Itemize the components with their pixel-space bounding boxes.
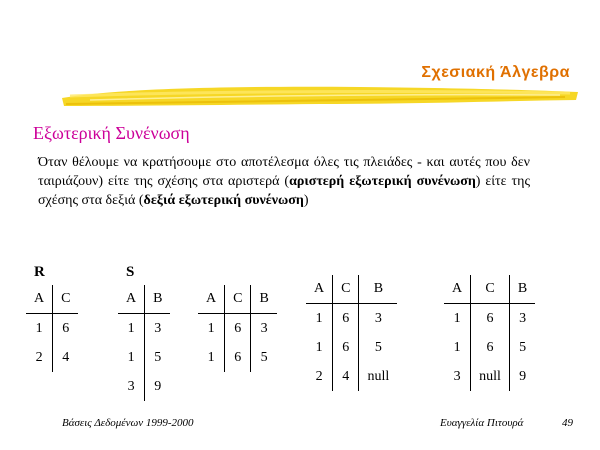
table-cell: 6 [333,333,359,362]
table-cell: 3 [251,314,277,344]
table-cell: 5 [251,343,277,372]
table-row [306,333,397,362]
table-row [444,304,535,334]
table-cell: 6 [225,343,251,372]
table-row [198,314,277,344]
column-header: A [26,285,53,314]
table-cell: null [359,362,397,391]
table-row [118,372,170,401]
table-row [306,362,397,391]
table-row [444,362,535,391]
table-row [444,333,535,362]
left-outer-join-term: αριστερή εξωτερική συνένωση [289,174,476,189]
column-header: C [471,275,510,304]
slide-header-title: Σχεσιακή Άλγεβρα [421,64,570,81]
table-cell: 6 [225,314,251,344]
table-header-row [198,285,277,314]
column-header: A [306,275,333,304]
table-cell: 4 [53,343,79,372]
footer-course: Βάσεις Δεδομένων 1999-2000 [62,417,194,429]
table-cell: 6 [471,333,510,362]
relation-r-table [26,285,78,372]
column-header: C [225,285,251,314]
table-cell: 3 [145,314,171,344]
brush-stroke-decoration [60,78,580,112]
right-outer-join-table [444,275,535,391]
table-cell: 2 [315,368,323,384]
table-row [198,343,277,372]
table-row [26,343,78,372]
table-cell: 3 [453,368,461,384]
table-cell: 9 [509,362,535,391]
table-cell: 5 [145,343,171,372]
description-paragraph [38,153,530,210]
left-outer-join-table [306,275,397,391]
table-cell: 9 [145,372,171,401]
column-header: B [509,275,535,304]
table-cell: 6 [471,304,510,334]
paragraph-text-3: ) [303,193,309,208]
paragraph-text-1: Όταν θέλουμε να κρατήσουμε στο αποτέλεσμα όλες τις πλειάδες - και αυτές που δεν ταιριάζουν) είτε της σχέσης στα αριστερά ( [38,155,530,189]
table-cell: 2 [35,349,43,365]
column-header: A [444,275,471,304]
table-header-row [306,275,397,304]
footer-page-number: 49 [562,417,573,429]
table-cell: 4 [333,362,359,391]
join-result-table [198,285,277,372]
table-cell: 5 [509,333,535,362]
column-header: B [359,275,397,304]
table-row [118,343,170,372]
column-header: A [198,285,225,314]
column-header: C [333,275,359,304]
table-cell: 1 [453,310,461,326]
table-row [118,314,170,344]
table-cell: 1 [207,320,215,336]
table-row [306,304,397,334]
column-header: A [118,285,145,314]
column-header: C [53,285,79,314]
table-row [26,314,78,344]
table-cell: 1 [207,349,215,365]
table-cell: 1 [127,349,135,365]
table-cell: 1 [127,320,135,336]
column-header: B [145,285,171,314]
section-title: Εξωτερική Συνένωση [33,123,190,143]
table-cell: null [471,362,510,391]
table-cell: 1 [35,320,43,336]
footer-author: Ευαγγελία Πιτουρά [440,417,524,429]
table-cell: 5 [359,333,397,362]
table-cell: 6 [53,314,79,344]
table-cell: 3 [127,378,135,394]
table-cell: 6 [333,304,359,334]
table-cell: 3 [509,304,535,334]
table-cell: 1 [453,339,461,355]
table-header-row [444,275,535,304]
right-outer-join-term: δεξιά εξωτερική συνένωση [143,193,304,208]
table-cell: 1 [315,310,323,326]
relation-s-table [118,285,170,401]
paragraph-text-2: ) είτε της σχέσης στα δεξιά ( [38,174,531,208]
table-header-row [118,285,170,314]
table-cell: 1 [315,339,323,355]
relation-s-name: S [126,264,135,280]
table-header-row [26,285,78,314]
table-cell: 3 [359,304,397,334]
column-header: B [251,285,277,314]
relation-r-name: R [34,264,45,280]
